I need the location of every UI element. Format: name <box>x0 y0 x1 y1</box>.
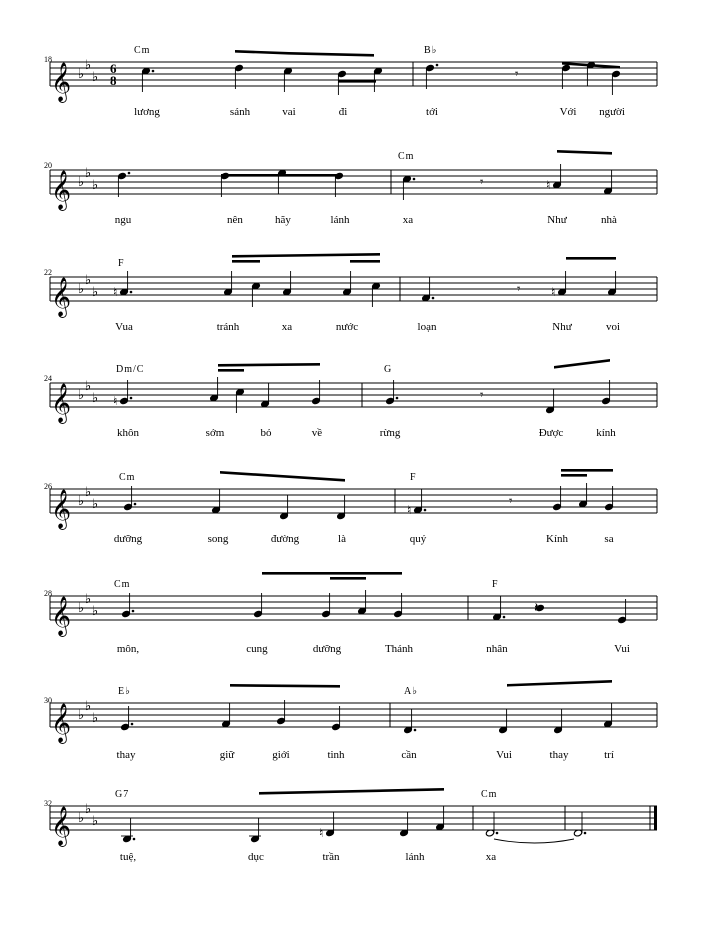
flat-sign: ♭ <box>85 699 92 714</box>
lyric-syllable: quý <box>409 533 427 545</box>
flat-sign: ♭ <box>92 285 99 300</box>
treble-clef-icon: 𝄞 <box>51 62 72 102</box>
flat-sign: ♭ <box>78 175 85 190</box>
lyric-syllable: Kính <box>546 533 568 545</box>
dot <box>432 297 435 300</box>
lyric-syllable: lương <box>134 106 160 118</box>
flat-sign: ♭ <box>85 592 92 607</box>
beam <box>235 50 289 55</box>
natural-sign: ♮ <box>407 503 412 517</box>
beam <box>218 369 244 372</box>
chord-symbol: Cm <box>398 151 415 162</box>
flat-sign: ♭ <box>85 379 92 394</box>
tie <box>494 839 574 843</box>
natural-sign: ♮ <box>113 394 118 408</box>
lyric-syllable: ngu <box>114 214 132 226</box>
flat-sign: ♭ <box>78 601 85 616</box>
lyric-syllable: bỏ <box>260 427 272 439</box>
flat-sign: ♭ <box>92 70 99 85</box>
lyric-syllable: Vui <box>496 749 512 761</box>
measure-number: 18 <box>44 55 52 64</box>
dot <box>496 832 499 835</box>
lyric-syllable: xa <box>281 321 293 333</box>
staff-graphics <box>0 150 722 260</box>
lyric-syllable: nhân <box>486 643 508 655</box>
lyric-syllable: Được <box>538 427 564 439</box>
chord-symbol: Cm <box>119 472 136 483</box>
lyric-syllable: song <box>207 533 229 545</box>
chord-symbol: F <box>410 472 417 483</box>
lyric-syllable: nhà <box>601 214 617 226</box>
lyric-syllable: trí <box>604 749 614 761</box>
chord-symbol: G7 <box>115 789 130 800</box>
dot <box>130 397 133 400</box>
treble-clef-icon: 𝄞 <box>51 806 72 846</box>
beam <box>232 260 260 263</box>
lyric-syllable: cần <box>401 749 417 761</box>
lyric-syllable: sánh <box>229 106 251 118</box>
lyric-syllable: vai <box>282 106 296 118</box>
chord-symbol: A♭ <box>404 686 418 697</box>
lyric-syllable: xa <box>485 851 497 863</box>
beam <box>350 260 380 263</box>
natural-sign: ♮ <box>551 285 556 299</box>
lyric-syllable: Như <box>547 214 567 226</box>
chord-symbol: G <box>384 364 393 375</box>
measure-number: 24 <box>44 374 52 383</box>
dot <box>396 397 399 400</box>
lyric-syllable: người <box>599 106 625 118</box>
flat-sign: ♭ <box>78 494 85 509</box>
lyric-syllable: đi <box>338 106 348 118</box>
staff-system-22 <box>0 257 722 367</box>
lyric-syllable: lánh <box>330 214 350 226</box>
staff-system-24 <box>0 363 722 473</box>
dot <box>134 503 137 506</box>
beam <box>218 363 320 367</box>
measure-number: 26 <box>44 482 52 491</box>
lyric-syllable: sớm <box>205 427 225 439</box>
measure-number: 20 <box>44 161 52 170</box>
staff-system-30 <box>0 683 722 793</box>
chord-symbol: Cm <box>134 45 151 56</box>
chord-symbol: Cm <box>114 579 131 590</box>
lyric-syllable: voi <box>605 321 621 333</box>
dot <box>130 291 133 294</box>
staff-graphics <box>0 469 722 579</box>
natural-sign: ♮ <box>319 826 324 840</box>
lyric-syllable: thay <box>549 749 569 761</box>
lyric-syllable: rừng <box>379 427 401 439</box>
eighth-rest: 𝄾 <box>509 494 513 509</box>
lyric-syllable: cung <box>246 643 268 655</box>
staff-system-26 <box>0 469 722 579</box>
lyric-syllable: Vua <box>115 321 133 333</box>
eighth-rest: 𝄾 <box>480 175 484 190</box>
time-signature-top: 6 <box>110 61 117 76</box>
flat-sign: ♭ <box>78 708 85 723</box>
beam <box>338 80 376 83</box>
beam <box>230 684 340 688</box>
staff-graphics <box>0 363 722 473</box>
staff-graphics <box>0 42 722 152</box>
staff-system-32 <box>0 786 722 896</box>
lyric-syllable: về <box>311 427 323 439</box>
staff-system-28 <box>0 576 722 686</box>
staff-graphics <box>0 786 722 896</box>
lyric-syllable: Với <box>559 106 577 118</box>
flat-sign: ♭ <box>85 58 92 73</box>
lyric-syllable: giới <box>272 749 290 761</box>
lyric-syllable: dục <box>248 851 264 863</box>
dot <box>131 723 134 726</box>
flat-sign: ♭ <box>78 388 85 403</box>
lyric-syllable: tuệ, <box>119 851 137 863</box>
eighth-rest: 𝄾 <box>515 67 519 82</box>
beam <box>561 474 587 477</box>
chord-symbol: E♭ <box>118 686 131 697</box>
beam <box>561 469 613 472</box>
beam <box>330 577 366 580</box>
staff-system-20 <box>0 150 722 260</box>
beam <box>262 572 402 575</box>
chord-symbol: Cm <box>481 789 498 800</box>
staff-graphics <box>0 576 722 686</box>
flat-sign: ♭ <box>85 273 92 288</box>
chord-symbol: B♭ <box>424 45 438 56</box>
beam <box>220 471 345 482</box>
flat-sign: ♭ <box>92 711 99 726</box>
treble-clef-icon: 𝄞 <box>51 170 72 210</box>
eighth-rest: 𝄾 <box>480 388 484 403</box>
flat-sign: ♭ <box>85 485 92 500</box>
natural-sign: ♮ <box>546 178 551 192</box>
flat-sign: ♭ <box>85 802 92 817</box>
lyric-syllable: khôn <box>117 427 139 439</box>
lyric-syllable: tinh <box>327 749 345 761</box>
lyric-syllable: môn, <box>116 643 140 655</box>
treble-clef-icon: 𝄞 <box>51 596 72 636</box>
flat-sign: ♭ <box>92 497 99 512</box>
chord-symbol: F <box>492 579 499 590</box>
measure-number: 28 <box>44 589 52 598</box>
flat-sign: ♭ <box>92 604 99 619</box>
flat-sign: ♭ <box>92 391 99 406</box>
measure-number: 30 <box>44 696 52 705</box>
lyric-syllable: tới <box>426 106 438 118</box>
quarter-rest: 𝄽 <box>534 600 539 616</box>
dot <box>413 178 416 181</box>
flat-sign: ♭ <box>92 814 99 829</box>
flat-sign: ♭ <box>92 178 99 193</box>
lyric-syllable: nên <box>227 214 243 226</box>
staff-graphics <box>0 257 722 367</box>
lyric-syllable: lánh <box>405 851 425 863</box>
lyric-syllable: là <box>338 533 346 545</box>
lyric-syllable: đường <box>270 533 300 545</box>
chord-symbol: F <box>118 258 125 269</box>
flat-sign: ♭ <box>85 166 92 181</box>
eighth-rest: 𝄾 <box>517 282 521 297</box>
lyric-syllable: Như <box>552 321 572 333</box>
natural-sign: ♮ <box>113 285 118 299</box>
lyric-syllable: hãy <box>275 214 291 226</box>
dot <box>436 64 439 67</box>
lyric-syllable: dưỡng <box>113 533 143 545</box>
lyric-syllable: giữ <box>219 749 235 761</box>
staff-graphics <box>0 683 722 793</box>
lyric-syllable: Vui <box>614 643 630 655</box>
final-bar <box>654 806 657 830</box>
flat-sign: ♭ <box>78 282 85 297</box>
measure-number: 22 <box>44 268 52 277</box>
lyric-syllable: tránh <box>216 321 240 333</box>
lyric-syllable: nước <box>335 321 359 333</box>
dot <box>503 616 506 619</box>
treble-clef-icon: 𝄞 <box>51 383 72 423</box>
beam <box>289 52 374 57</box>
lyric-syllable: xa <box>402 214 414 226</box>
dot <box>424 509 427 512</box>
dot <box>584 832 587 835</box>
treble-clef-icon: 𝄞 <box>51 277 72 317</box>
lyric-syllable: thay <box>116 749 136 761</box>
staff-system-18 <box>0 42 722 152</box>
lyric-syllable: kính <box>596 427 616 439</box>
treble-clef-icon: 𝄞 <box>51 489 72 529</box>
chord-symbol: Dm/C <box>116 364 145 375</box>
dot <box>128 172 131 175</box>
flat-sign: ♭ <box>78 67 85 82</box>
lyric-syllable: Thánh <box>384 643 414 655</box>
dot <box>133 838 136 841</box>
dot <box>152 70 155 73</box>
dot <box>414 729 417 732</box>
beam <box>557 150 612 155</box>
beam <box>566 257 616 260</box>
dot <box>132 610 135 613</box>
beam <box>259 788 444 795</box>
time-signature-bottom: 8 <box>110 73 117 88</box>
lyric-syllable: loạn <box>417 321 437 333</box>
flat-sign: ♭ <box>78 811 85 826</box>
treble-clef-icon: 𝄞 <box>51 703 72 743</box>
lyric-syllable: trần <box>322 851 340 863</box>
measure-number: 32 <box>44 799 52 808</box>
beam <box>221 174 338 177</box>
lyric-syllable: sa <box>604 533 614 545</box>
lyric-syllable: dưỡng <box>312 643 342 655</box>
